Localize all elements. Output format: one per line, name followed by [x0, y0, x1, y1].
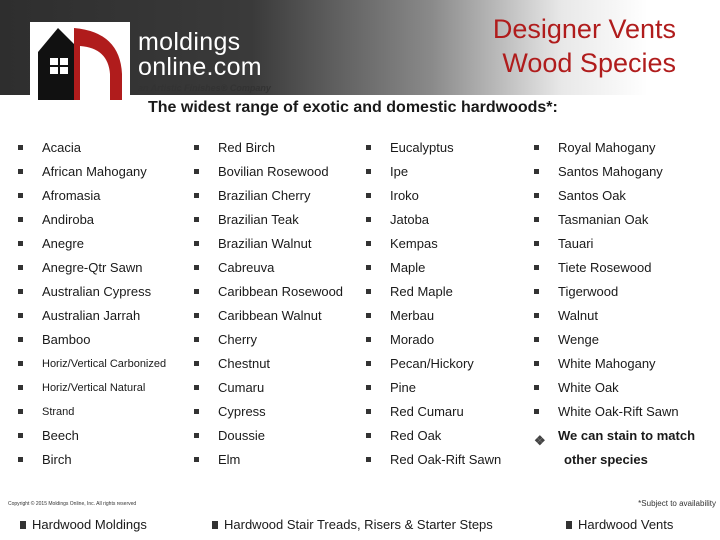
bullet-icon: [534, 241, 539, 246]
species-item: Acacia: [18, 136, 166, 160]
bullet-icon: [366, 361, 371, 366]
species-item: Wenge: [534, 328, 679, 352]
bullet-icon: [18, 265, 23, 270]
bullet-icon: [194, 145, 199, 150]
bullet-icon: [18, 193, 23, 198]
species-item: Iroko: [366, 184, 501, 208]
bullet-icon: [366, 265, 371, 270]
brand-name-line2: online.com: [138, 53, 262, 81]
bullet-icon: [366, 385, 371, 390]
bullet-icon: [194, 361, 199, 366]
bullet-icon: [534, 289, 539, 294]
species-item: Merbau: [366, 304, 501, 328]
brand-tagline: an Artistic Finishes® Company: [138, 83, 271, 93]
species-item: White Oak-Rift Sawn: [534, 400, 679, 424]
species-column-4: [534, 136, 679, 424]
availability-footnote: *Subject to availability: [638, 499, 716, 508]
brand-name-line1: moldings: [138, 28, 241, 56]
species-item: Bamboo: [18, 328, 166, 352]
bullet-icon: [366, 193, 371, 198]
species-item: Afromasia: [18, 184, 166, 208]
square-bullet-icon: [566, 521, 572, 529]
species-item: Horiz/Vertical Natural: [18, 376, 166, 400]
bullet-icon: [366, 433, 371, 438]
bullet-icon: [18, 457, 23, 462]
species-item: Red Maple: [366, 280, 501, 304]
bullet-icon: [194, 169, 199, 174]
species-item: Pine: [366, 376, 501, 400]
species-item: Beech: [18, 424, 166, 448]
species-item: Australian Cypress: [18, 280, 166, 304]
bullet-icon: [366, 145, 371, 150]
species-item: Cypress: [194, 400, 343, 424]
bullet-icon: [366, 313, 371, 318]
species-item: Caribbean Walnut: [194, 304, 343, 328]
bullet-icon: [194, 457, 199, 462]
species-column-2: [194, 136, 343, 472]
species-item: Santos Oak: [534, 184, 679, 208]
bullet-icon: [18, 409, 23, 414]
footer-link-vents[interactable]: [566, 515, 673, 535]
bullet-icon: [366, 337, 371, 342]
species-item: Ipe: [366, 160, 501, 184]
species-item: Red Birch: [194, 136, 343, 160]
species-item: Pecan/Hickory: [366, 352, 501, 376]
bullet-icon: [534, 169, 539, 174]
brand-wordmark: [138, 30, 262, 80]
species-item: Chestnut: [194, 352, 343, 376]
bullet-icon: [18, 217, 23, 222]
house-logo-icon: [30, 14, 130, 104]
species-item: Australian Jarrah: [18, 304, 166, 328]
page-subtitle: The widest range of exotic and domestic hardwoods*:: [148, 99, 558, 116]
bullet-icon: [534, 217, 539, 222]
bullet-icon: [194, 289, 199, 294]
species-item: Red Oak-Rift Sawn: [366, 448, 501, 472]
species-item: Tauari: [534, 232, 679, 256]
bullet-icon: [534, 265, 539, 270]
species-item: Birch: [18, 448, 166, 472]
species-item: Tasmanian Oak: [534, 208, 679, 232]
stain-note-line2: other species: [564, 452, 648, 467]
bullet-icon: [534, 409, 539, 414]
bullet-icon: [194, 241, 199, 246]
species-item: Brazilian Cherry: [194, 184, 343, 208]
species-item: White Mahogany: [534, 352, 679, 376]
square-bullet-icon: [20, 521, 26, 529]
species-item: Andiroba: [18, 208, 166, 232]
species-item: Anegre-Qtr Sawn: [18, 256, 166, 280]
bullet-icon: [534, 145, 539, 150]
bullet-icon: [18, 313, 23, 318]
bullet-icon: [194, 385, 199, 390]
species-item: Royal Mahogany: [534, 136, 679, 160]
bullet-icon: [18, 433, 23, 438]
species-item: Horiz/Vertical Carbonized: [18, 352, 166, 376]
species-item: Strand: [18, 400, 166, 424]
page-title: [493, 12, 676, 80]
species-column-3: [366, 136, 501, 472]
species-item: Tigerwood: [534, 280, 679, 304]
species-item: Jatoba: [366, 208, 501, 232]
bullet-icon: [534, 337, 539, 342]
bullet-icon: [18, 289, 23, 294]
title-line2: Wood Species: [502, 48, 676, 78]
species-item: Eucalyptus: [366, 136, 501, 160]
bullet-icon: [18, 241, 23, 246]
bullet-icon: [534, 361, 539, 366]
species-item: Brazilian Walnut: [194, 232, 343, 256]
bullet-icon: [194, 265, 199, 270]
copyright-text: Copyright © 2015 Moldings Online, Inc. All rights reserved: [8, 501, 137, 507]
species-item: Kempas: [366, 232, 501, 256]
footer-link-label: Hardwood Stair Treads, Risers & Starter Steps: [224, 517, 493, 532]
bullet-icon: [366, 169, 371, 174]
bullet-icon: [366, 409, 371, 414]
bullet-icon: [18, 361, 23, 366]
bullet-icon: [366, 241, 371, 246]
bullet-icon: [194, 313, 199, 318]
species-item: White Oak: [534, 376, 679, 400]
species-item: Santos Mahogany: [534, 160, 679, 184]
species-item: Morado: [366, 328, 501, 352]
species-item: Walnut: [534, 304, 679, 328]
species-column-1: [18, 136, 166, 472]
bullet-icon: [18, 169, 23, 174]
species-item: Bovilian Rosewood: [194, 160, 343, 184]
bullet-icon: [194, 433, 199, 438]
bullet-icon: [366, 457, 371, 462]
species-item: African Mahogany: [18, 160, 166, 184]
bullet-icon: [366, 217, 371, 222]
square-bullet-icon: [212, 521, 218, 529]
bullet-icon: [194, 337, 199, 342]
footer-link-label: Hardwood Moldings: [32, 517, 147, 532]
species-item: Anegre: [18, 232, 166, 256]
bullet-icon: [18, 145, 23, 150]
species-item: Cabreuva: [194, 256, 343, 280]
bullet-icon: [534, 313, 539, 318]
stain-note-line1: We can stain to match: [558, 428, 696, 443]
species-item: Brazilian Teak: [194, 208, 343, 232]
species-item: Red Oak: [366, 424, 501, 448]
species-item: Cumaru: [194, 376, 343, 400]
bullet-icon: [194, 409, 199, 414]
footer-link-moldings[interactable]: [20, 515, 147, 535]
bullet-icon: [534, 385, 539, 390]
bullet-icon: [194, 193, 199, 198]
bullet-icon: [18, 385, 23, 390]
bullet-icon: [534, 193, 539, 198]
title-line1: Designer Vents: [492, 14, 676, 44]
bullet-icon: [194, 217, 199, 222]
bullet-icon: [366, 289, 371, 294]
species-item: Caribbean Rosewood: [194, 280, 343, 304]
footer-link-label: Hardwood Vents: [578, 517, 674, 532]
species-item: Cherry: [194, 328, 343, 352]
diamond-bullet-icon: ❖: [534, 433, 546, 448]
bullet-icon: [18, 337, 23, 342]
species-item: Maple: [366, 256, 501, 280]
species-item: Doussie: [194, 424, 343, 448]
footer-link-stair-treads[interactable]: [212, 515, 493, 535]
species-item: Tiete Rosewood: [534, 256, 679, 280]
species-item: Red Cumaru: [366, 400, 501, 424]
species-item: Elm: [194, 448, 343, 472]
